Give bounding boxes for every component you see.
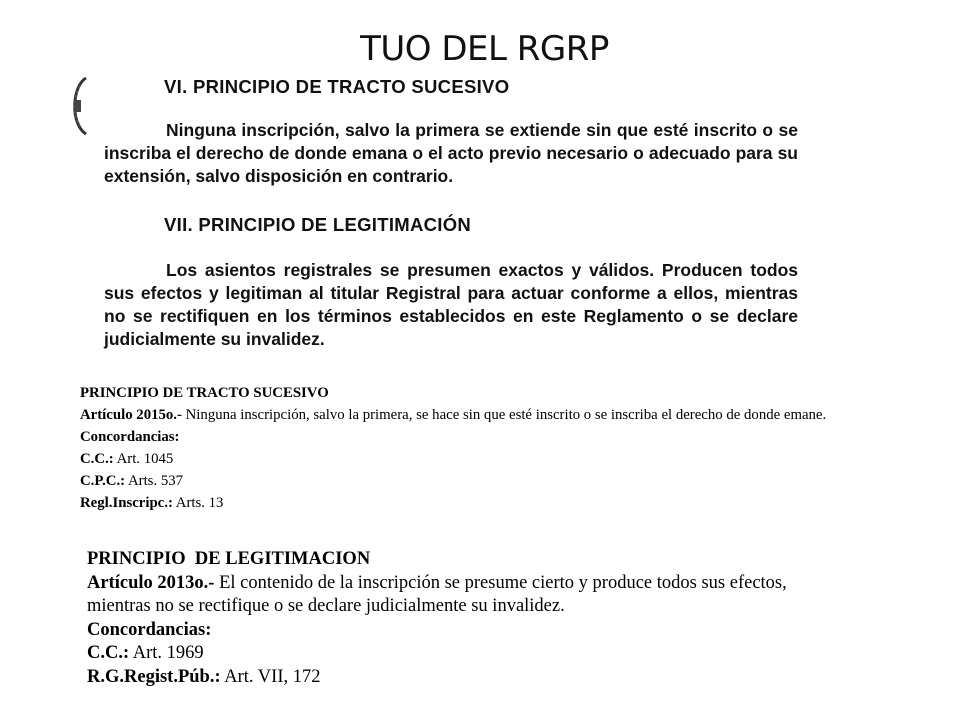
scanned-excerpt (62, 62, 842, 362)
legitimacion-article-text: El contenido de la inscripción se presume cierto y produce todos sus efectos, mientras no se rectifique o se declare judicialmente su invalidez. (87, 572, 787, 616)
tracto-ref: Regl.Inscripc.: Arts. 13 (80, 495, 224, 511)
legitimacion-ref: C.C.: Art. 1969 (87, 643, 204, 663)
tracto-ref: C.C.: Art. 1045 (80, 451, 174, 467)
legitimacion-heading: PRINCIPIO DE LEGITIMACION (87, 549, 371, 569)
legitimacion-ref: R.G.Regist.Púb.: Art. VII, 172 (87, 666, 321, 687)
scan-heading-legitimacion: VII. PRINCIPIO DE LEGITIMACIÓN (164, 214, 472, 235)
legitimacion-concordancias-label: Concordancias: (87, 619, 212, 640)
tracto-article-text: Ninguna inscripción, salvo la primera, se hace sin que esté inscrito o se inscriba el derecho de donde emane. (181, 407, 827, 423)
seal-fragment-icon (66, 76, 88, 136)
tracto-article-block (80, 382, 840, 514)
slide-title: TUO DEL RGRP (360, 29, 609, 62)
scan-text-legitimacion: Los asientos registrales se presumen exactos y válidos. Producen todos sus efectos y legitiman al titular Registral para actuar conforme a ellos, mientras no se rectifiquen en los términos establecidos en este Reglamento o se declare judicialmente su invalidez. (104, 260, 798, 349)
tracto-article-label: Artículo 2015o.- (80, 407, 182, 423)
tracto-heading: PRINCIPIO DE TRACTO SUCESIVO (80, 385, 329, 401)
scan-text-tracto: Ninguna inscripción, salvo la primera se extiende sin que esté inscrito o se inscriba el derecho de donde emana o el acto previo necesario o adecuado para su extensión, salvo disposición en contrario. (104, 120, 798, 186)
legitimacion-article-block (87, 548, 837, 689)
tracto-ref: C.P.C.: Arts. 537 (80, 473, 184, 489)
legitimacion-article-label: Artículo 2013o.- (87, 572, 215, 593)
scan-heading-tracto: VI. PRINCIPIO DE TRACTO SUCESIVO (164, 76, 510, 97)
tracto-concordancias-label: Concordancias: (80, 429, 180, 445)
